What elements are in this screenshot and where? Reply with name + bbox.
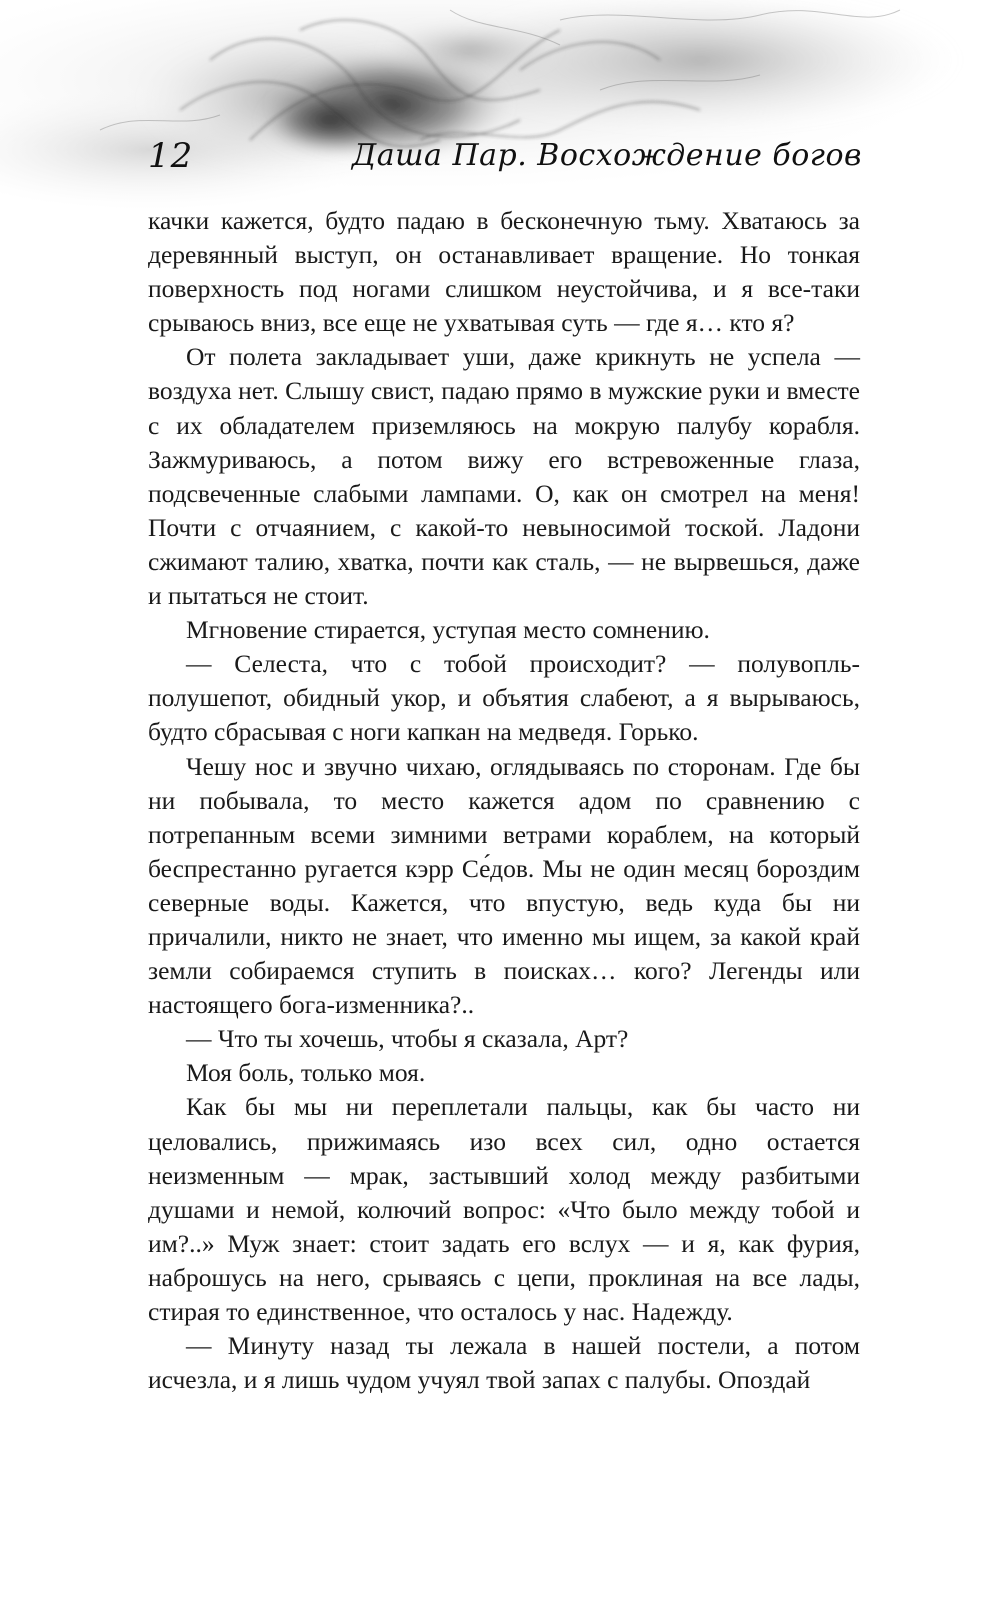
- paragraph: — Минуту назад ты лежала в нашей постели, а потом исчезла, и я лишь чудом учуял твой запах с палубы. Опоздай: [148, 1331, 860, 1395]
- paragraph: Чешу нос и звучно чихаю, оглядываясь по сторонам. Где бы ни побывала, то место кажется адом по сравнению с потрепанным всеми зимними ветрами кораблем, на который беспрестанно ругается кэрр Се́дов. Мы не один месяц бороздим северные воды. Кажется, что впустую, ведь куда бы ни причалили, никто не знает, что именно мы ищем, за какой край земли собираемся ступить в поисках… кого? Легенды или настоящего бога-изменника?..: [148, 751, 860, 1020]
- running-header: [0, 130, 1000, 190]
- paragraph: От полета закладывает уши, даже крикнуть не успела — воздуха нет. Слышу свист, падаю прямо в мужские руки и вместе с их обладателем приземляюсь на мокрую палубу корабля. Зажмуриваюсь, а потом вижу его встревоженные глаза, подсвеченные слабыми лампами. О, как он смотрел на меня! Почти с отчаянием, с какой-то невыносимой тоской. Ладони сжимают талию, хватка, почти как сталь, — не вырвешься, даже и пытаться не стоит.: [148, 342, 860, 611]
- page-number: 12: [148, 136, 194, 176]
- paragraph: качки кажется, будто падаю в бесконечную тьму. Хватаюсь за деревянный выступ, он останавливает вращение. Но тонкая поверхность под ногами слишком неустойчива, и я все-таки срываюсь вниз, все еще не ухватывая суть — где я… кто я?: [148, 206, 860, 338]
- paragraph: Моя боль, только моя.: [186, 1058, 426, 1088]
- running-title: Даша Пар. Восхождение богов: [351, 138, 862, 173]
- paragraph: — Селеста, что с тобой происходит? — полувопль-полушепот, обидный укор, и объятия слабеют, а я вырываюсь, будто сбрасывая с ноги капкан на медведя. Горько.: [148, 649, 860, 747]
- paragraph: — Что ты хочешь, чтобы я сказала, Арт?: [186, 1024, 629, 1054]
- paragraph: Мгновение стирается, уступая место сомнению.: [186, 615, 710, 645]
- paragraph: Как бы мы ни переплетали пальцы, как бы часто ни целовались, прижимаясь изо всех сил, одно остается неизменным — мрак, застывший холод между разбитыми душами и немой, колючий вопрос: «Что было между тобой и им?..» Муж знает: стоит задать его вслух — и я, как фурия, наброшусь на него, срываясь с цепи, проклиная на все лады, стирая то единственное, что осталось у нас. Надежду.: [148, 1092, 860, 1326]
- body-text: [148, 204, 860, 1397]
